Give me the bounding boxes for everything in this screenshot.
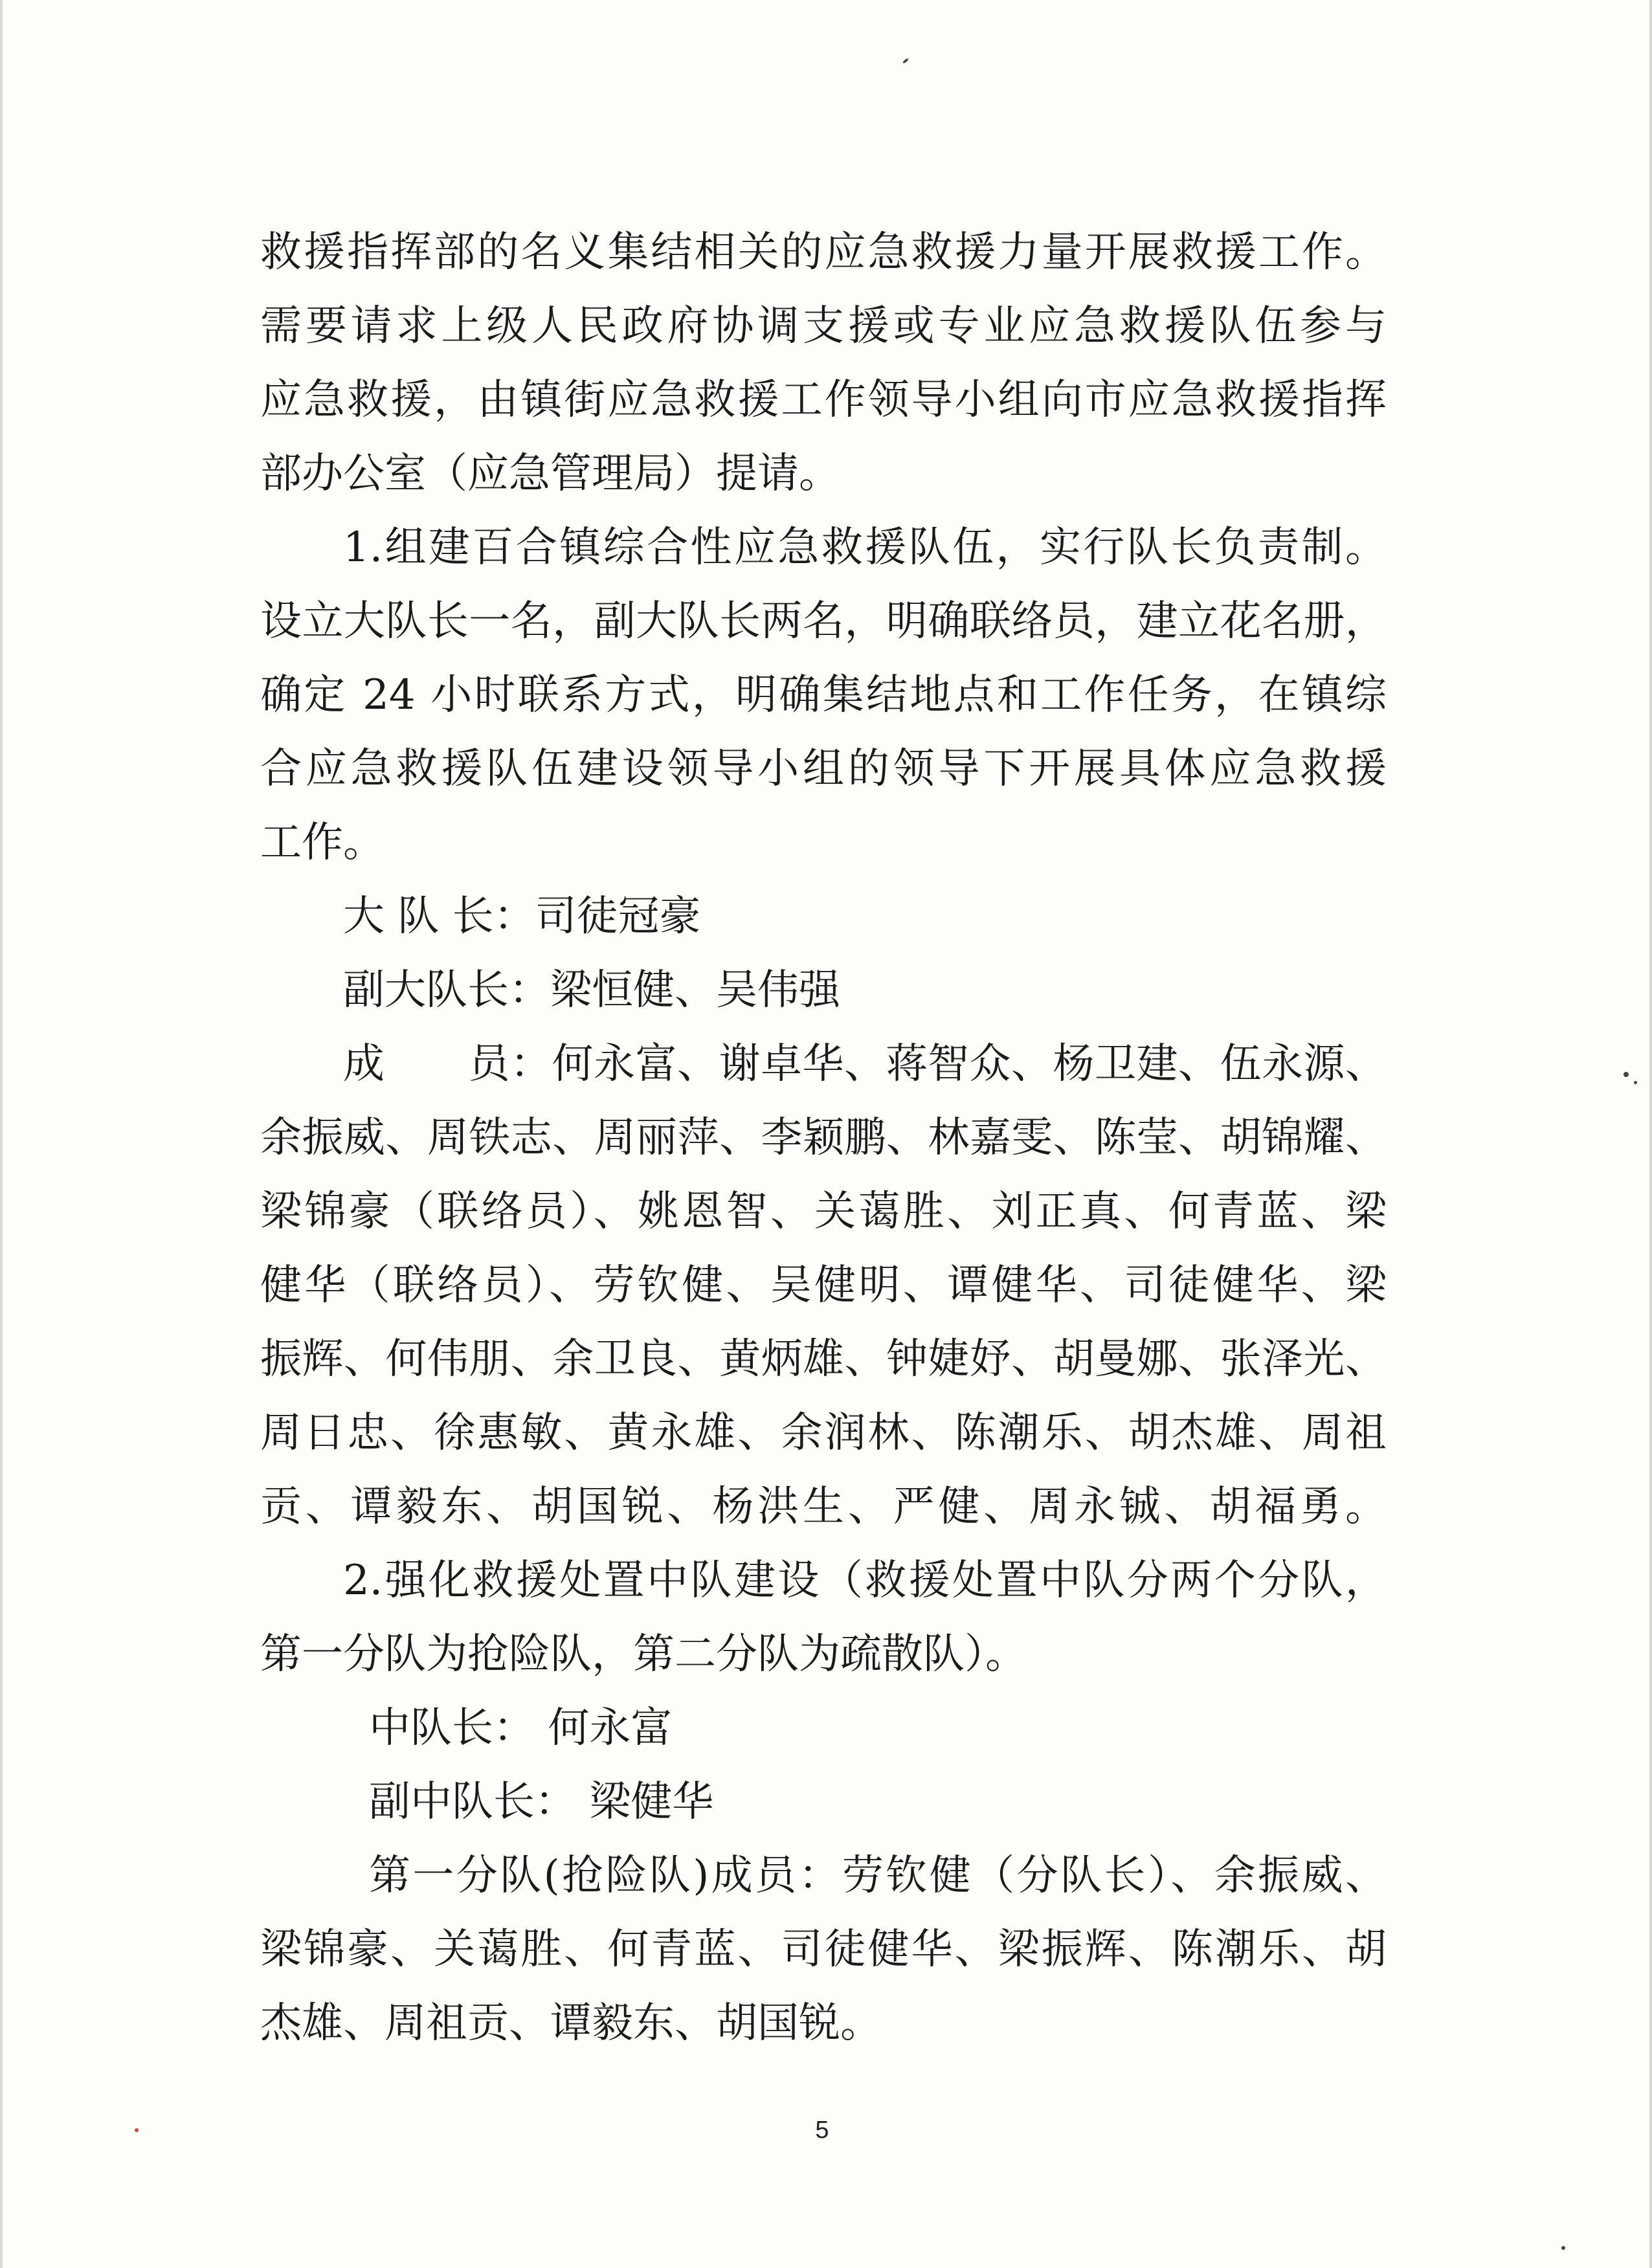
text-line: 贡、谭毅东、胡国锐、杨洪生、严健、周永铖、胡福勇。 <box>260 1483 1387 1531</box>
role-squadron-leader: 中队长： 何永富 <box>369 1704 673 1752</box>
role-captain: 大 队 长：司徒冠豪 <box>343 893 701 940</box>
scan-speck <box>1634 1081 1637 1084</box>
text-line: 确定 24 小时联系方式，明确集结地点和工作任务，在镇综 <box>260 671 1387 719</box>
text-line: 梁锦豪、关蔼胜、何青蓝、司徒健华、梁振辉、陈潮乐、胡 <box>260 1926 1387 1973</box>
text-line: 合应急救援队伍建设领导小组的领导下开展具体应急救援 <box>260 745 1387 793</box>
text-line: 第一分队为抢险队，第二分队为疏散队）。 <box>260 1630 1027 1678</box>
text-line: 2.强化救援处置中队建设（救援处置中队分两个分队， <box>343 1557 1387 1605</box>
text-line: 梁锦豪（联络员）、姚恩智、关蔼胜、刘正真、何青蓝、梁 <box>260 1188 1387 1236</box>
role-vice-captain: 副大队长：梁恒健、吴伟强 <box>343 966 840 1014</box>
scan-speck <box>1624 1072 1629 1077</box>
scan-left-edge <box>0 0 3 2268</box>
text-line: 余振威、周铁志、周丽萍、李颖鹏、林嘉雯、陈莹、胡锦耀、 <box>260 1114 1387 1162</box>
text-line: 杰雄、周祖贡、谭毅东、胡国锐。 <box>260 1999 882 2047</box>
text-line: 1.组建百合镇综合性应急救援队伍，实行队长负责制。 <box>343 524 1387 572</box>
role-members: 成 员：何永富、谢卓华、蒋智众、杨卫建、伍永源、 <box>343 1040 1387 1088</box>
text-line: 救援指挥部的名义集结相关的应急救援力量开展救援工作。 <box>260 228 1387 276</box>
text-line: 振辉、何伟朋、余卫良、黄炳雄、钟婕妤、胡曼娜、张泽光、 <box>260 1335 1387 1383</box>
text-line: 工作。 <box>260 819 385 867</box>
text-line: 应急救援，由镇街应急救援工作领导小组向市应急救援指挥 <box>260 376 1387 424</box>
role-vice-squadron-leader: 副中队长： 梁健华 <box>369 1778 714 1826</box>
page-number: 5 <box>815 2117 829 2144</box>
text-line: 健华（联络员）、劳钦健、吴健明、谭健华、司徒健华、梁 <box>260 1262 1387 1309</box>
scan-speck <box>902 58 909 63</box>
role-first-team: 第一分队(抢险队)成员：劳钦健（分队长）、余振威、 <box>369 1852 1387 1900</box>
text-line: 设立大队长一名，副大队长两名，明确联络员，建立花名册， <box>260 597 1387 645</box>
text-line: 需要请求上级人民政府协调支援或专业应急救援队伍参与 <box>260 302 1387 350</box>
scan-speck <box>135 2128 139 2132</box>
scan-right-edge <box>1649 0 1652 2268</box>
text-line: 部办公室（应急管理局）提请。 <box>260 450 840 498</box>
text-line: 周日忠、徐惠敏、黄永雄、余润林、陈潮乐、胡杰雄、周祖 <box>260 1409 1387 1457</box>
scan-speck <box>1561 2246 1565 2250</box>
